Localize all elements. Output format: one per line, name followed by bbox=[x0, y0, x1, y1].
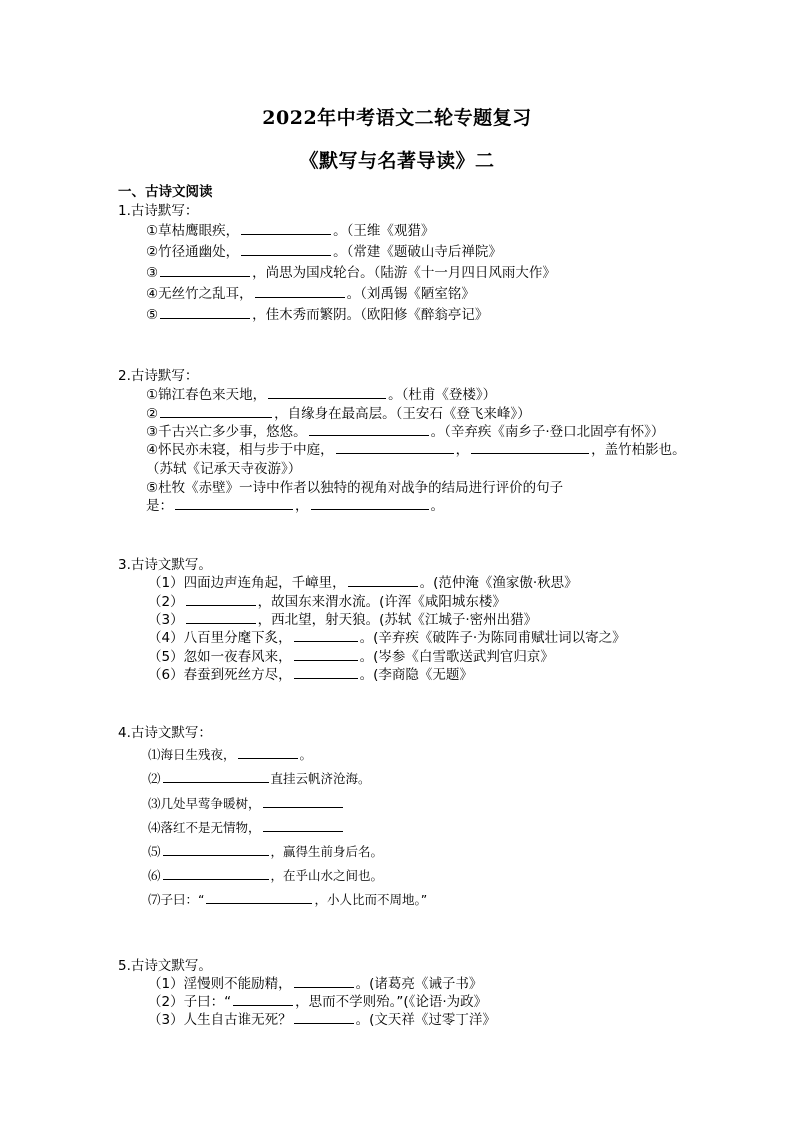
answer-blank bbox=[163, 867, 269, 880]
q4-item-4: ⑷落红不是无情物， bbox=[148, 819, 345, 837]
q1-item-1: ①草枯鹰眼疾， 。（王维《观猎》 bbox=[146, 223, 435, 239]
q3-heading: 3.古诗文默写。 bbox=[118, 557, 212, 573]
answer-blank bbox=[186, 611, 256, 624]
answer-blank bbox=[348, 574, 418, 587]
q5-item-1: （1）淫慢则不能励精， 。(诸葛亮《诫子书》 bbox=[148, 976, 483, 992]
q4-item-5: ⑸ ，赢得生前身后名。 bbox=[148, 844, 384, 859]
answer-blank bbox=[160, 306, 250, 319]
answer-blank bbox=[160, 405, 272, 418]
q5-heading: 5.古诗文默写。 bbox=[118, 958, 212, 974]
q4-heading: 4.古诗文默写： bbox=[118, 725, 212, 741]
q4-item-2: ⑵ 直挂云帆济沧海。 bbox=[148, 771, 371, 786]
answer-blank bbox=[309, 423, 429, 436]
q4-item-7: ⑺子曰：“ ，小人比而不周地。” bbox=[148, 892, 428, 907]
answer-blank bbox=[163, 843, 269, 856]
q2-item-5-answer: 是： ， 。 bbox=[146, 498, 444, 514]
q1-item-2: ②竹径通幽处， 。（常建《题破山寺后禅院》 bbox=[146, 244, 502, 260]
q3-item-5: （5）忽如一夜春风来， 。(岑参《白雪歌送武判官归京》 bbox=[148, 649, 554, 665]
document-title: 2022年中考语文二轮专题复习 bbox=[262, 107, 532, 129]
answer-blank bbox=[268, 386, 386, 399]
answer-blank bbox=[294, 648, 358, 661]
answer-blank bbox=[175, 497, 293, 510]
q5-item-2: （2）子曰：“ ，思而不学则殆。”(《论语·为政》 bbox=[148, 994, 488, 1010]
q4-item-1: ⑴海日生残夜， 。 bbox=[148, 747, 313, 762]
answer-blank bbox=[294, 975, 354, 988]
answer-blank bbox=[294, 1011, 354, 1024]
q4-item-3: ⑶几处早莺争暖树， bbox=[148, 795, 345, 813]
q3-item-1: （1）四面边声连角起，千嶂里， 。(范仲淹《渔家傲·秋思》 bbox=[148, 575, 578, 591]
q2-item-2: ② ，自缘身在最高层。（王安石《登飞来峰》） bbox=[146, 406, 531, 422]
answer-blank bbox=[471, 441, 589, 454]
answer-blank bbox=[206, 891, 312, 904]
q3-item-4: （4）八百里分麾下炙， 。(辛弃疾《破阵子·为陈同甫赋壮词以寄之》 bbox=[148, 630, 626, 646]
q2-item-3: ③千古兴亡多少事，悠悠。 。（辛弃疾《南乡子·登口北固亭有怀》） bbox=[146, 424, 665, 440]
answer-blank bbox=[233, 993, 293, 1006]
answer-blank bbox=[186, 593, 256, 606]
q2-heading: 2.古诗默写： bbox=[118, 368, 199, 384]
answer-blank bbox=[263, 819, 343, 832]
q2-item-5: ⑤杜牧《赤壁》一诗中作者以独特的视角对战争的结局进行评价的句子 bbox=[146, 480, 564, 496]
q3-item-6: （6）春蚕到死丝方尽， 。(李商隐《无题》 bbox=[148, 667, 473, 683]
q2-item-1: ①锦江春色来天地， 。（杜甫《登楼》） bbox=[146, 387, 497, 403]
answer-blank bbox=[238, 746, 298, 759]
q5-item-3: （3）人生自古谁无死？ 。(文天祥《过零丁洋》 bbox=[148, 1012, 496, 1028]
q2-source-line: （苏轼《记承天寺夜游》） bbox=[146, 461, 302, 477]
answer-blank bbox=[294, 666, 358, 679]
answer-blank bbox=[263, 795, 343, 808]
q2-item-4: ④怀民亦未寝，相与步于中庭， ， ，盖竹柏影也。 bbox=[146, 442, 686, 458]
q1-item-3: ③ ，尚思为国戍轮台。（陆游《十一月四日风雨大作》 bbox=[146, 265, 556, 281]
answer-blank bbox=[311, 497, 429, 510]
q3-item-3: （3） ，西北望，射天狼。(苏轼《江城子·密州出猎》 bbox=[148, 612, 538, 628]
section-heading: 一、古诗文阅读 bbox=[118, 184, 213, 200]
q4-item-6: ⑹ ，在乎山水之间也。 bbox=[148, 868, 384, 883]
q1-item-4: ④无丝竹之乱耳， 。（刘禹锡《陋室铭》 bbox=[146, 286, 475, 302]
q1-item-5: ⑤ ，佳木秀而繁阴。（欧阳修《醉翁亭记》 bbox=[146, 307, 489, 323]
answer-blank bbox=[336, 441, 454, 454]
q1-heading: 1.古诗默写： bbox=[118, 203, 199, 219]
q3-item-2: （2） ，故国东来渭水流。(许浑《咸阳城东楼》 bbox=[148, 594, 506, 610]
answer-blank bbox=[163, 770, 269, 783]
answer-blank bbox=[241, 243, 331, 256]
answer-blank bbox=[160, 264, 250, 277]
answer-blank bbox=[255, 285, 345, 298]
answer-blank bbox=[294, 629, 358, 642]
document-subtitle: 《默写与名著导读》二 bbox=[299, 150, 495, 172]
answer-blank bbox=[241, 222, 331, 235]
